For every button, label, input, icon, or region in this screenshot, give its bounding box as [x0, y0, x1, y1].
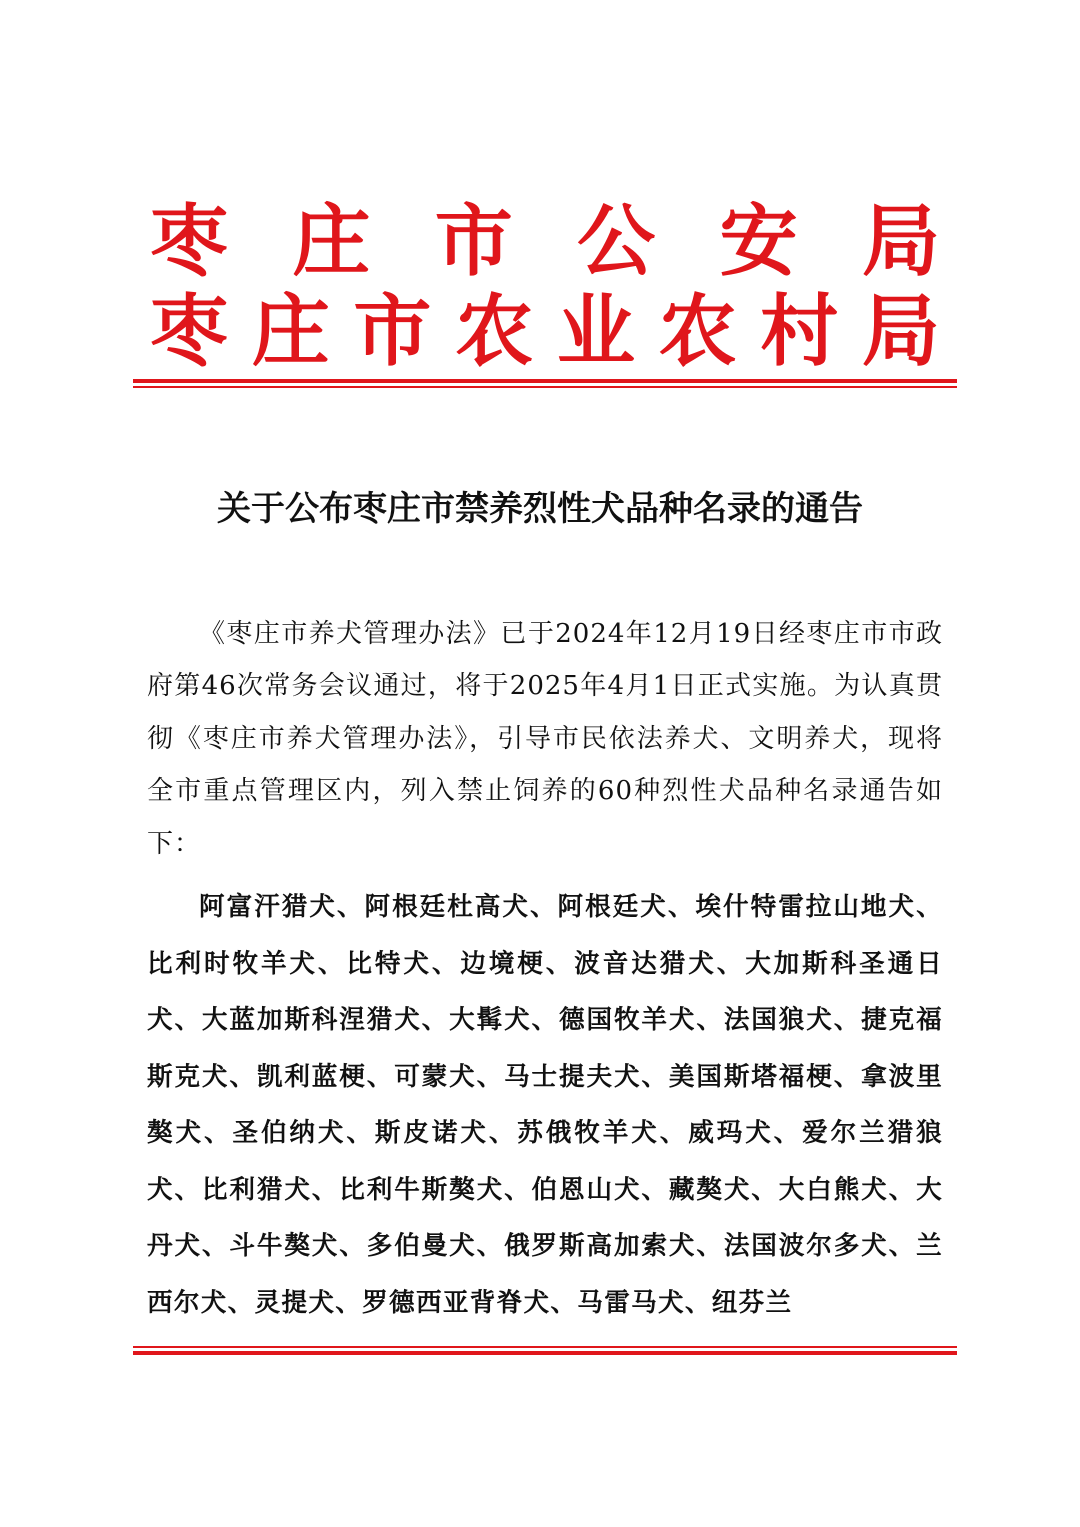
issuer-char: 庄: [292, 197, 371, 287]
issuer-char: 庄: [251, 287, 330, 377]
footer-divider-thick: [133, 1351, 957, 1355]
header-divider: [133, 379, 957, 388]
footer-divider: [133, 1346, 957, 1355]
issuer-char: 村: [760, 287, 839, 377]
issuer-char: 枣: [150, 197, 229, 287]
issuer-line-agriculture: [150, 287, 940, 377]
header-divider-thin: [133, 386, 957, 388]
issuer-char: 农: [455, 287, 534, 377]
issuer-char: 枣: [150, 287, 229, 377]
breed-list-paragraph: 阿富汗猎犬、阿根廷杜高犬、阿根廷犬、埃什特雷拉山地犬、比利时牧羊犬、比特犬、边境梗、波音达猎犬、大加斯科圣通日犬、大蓝加斯科涅猎犬、大髯犬、德国牧羊犬、法国狼犬、捷克福斯克犬、凯利蓝梗、可蒙犬、马士提夫犬、美国斯塔福梗、拿波里獒犬、圣伯纳犬、斯皮诺犬、苏俄牧羊犬、威玛犬、爱尔兰猎狼犬、比利猎犬、比利牛斯獒犬、伯恩山犬、藏獒犬、大白熊犬、大丹犬、斗牛獒犬、多伯曼犬、俄罗斯高加索犬、法国波尔多犬、兰西尔犬、灵提犬、罗德西亚背脊犬、马雷马犬、纽芬兰: [147, 892, 943, 1318]
issuer-char: 市: [434, 197, 513, 287]
issuer-char: 局: [861, 287, 940, 377]
issuer-char: 公: [577, 197, 656, 287]
issuer-char: 局: [861, 197, 940, 287]
issuer-char: 农: [658, 287, 737, 377]
header-divider-thick: [133, 379, 957, 383]
footer-divider-thin: [133, 1346, 957, 1348]
issuer-char: 安: [719, 197, 798, 287]
issuer-line-public-security: [150, 197, 940, 287]
issuer-char: 市: [353, 287, 432, 377]
document-title: 关于公布枣庄市禁养烈性犬品种名录的通告: [217, 489, 863, 529]
intro-paragraph: 《枣庄市养犬管理办法》已于2024年12月19日经枣庄市市政府第46次常务会议通过，将于2025年4月1日正式实施。为认真贯彻《枣庄市养犬管理办法》，引导市民依法养犬、文明养犬，现将全市重点管理区内，列入禁止饲养的60种烈性犬品种名录通告如下：: [147, 619, 943, 859]
issuer-char: 业: [556, 287, 635, 377]
